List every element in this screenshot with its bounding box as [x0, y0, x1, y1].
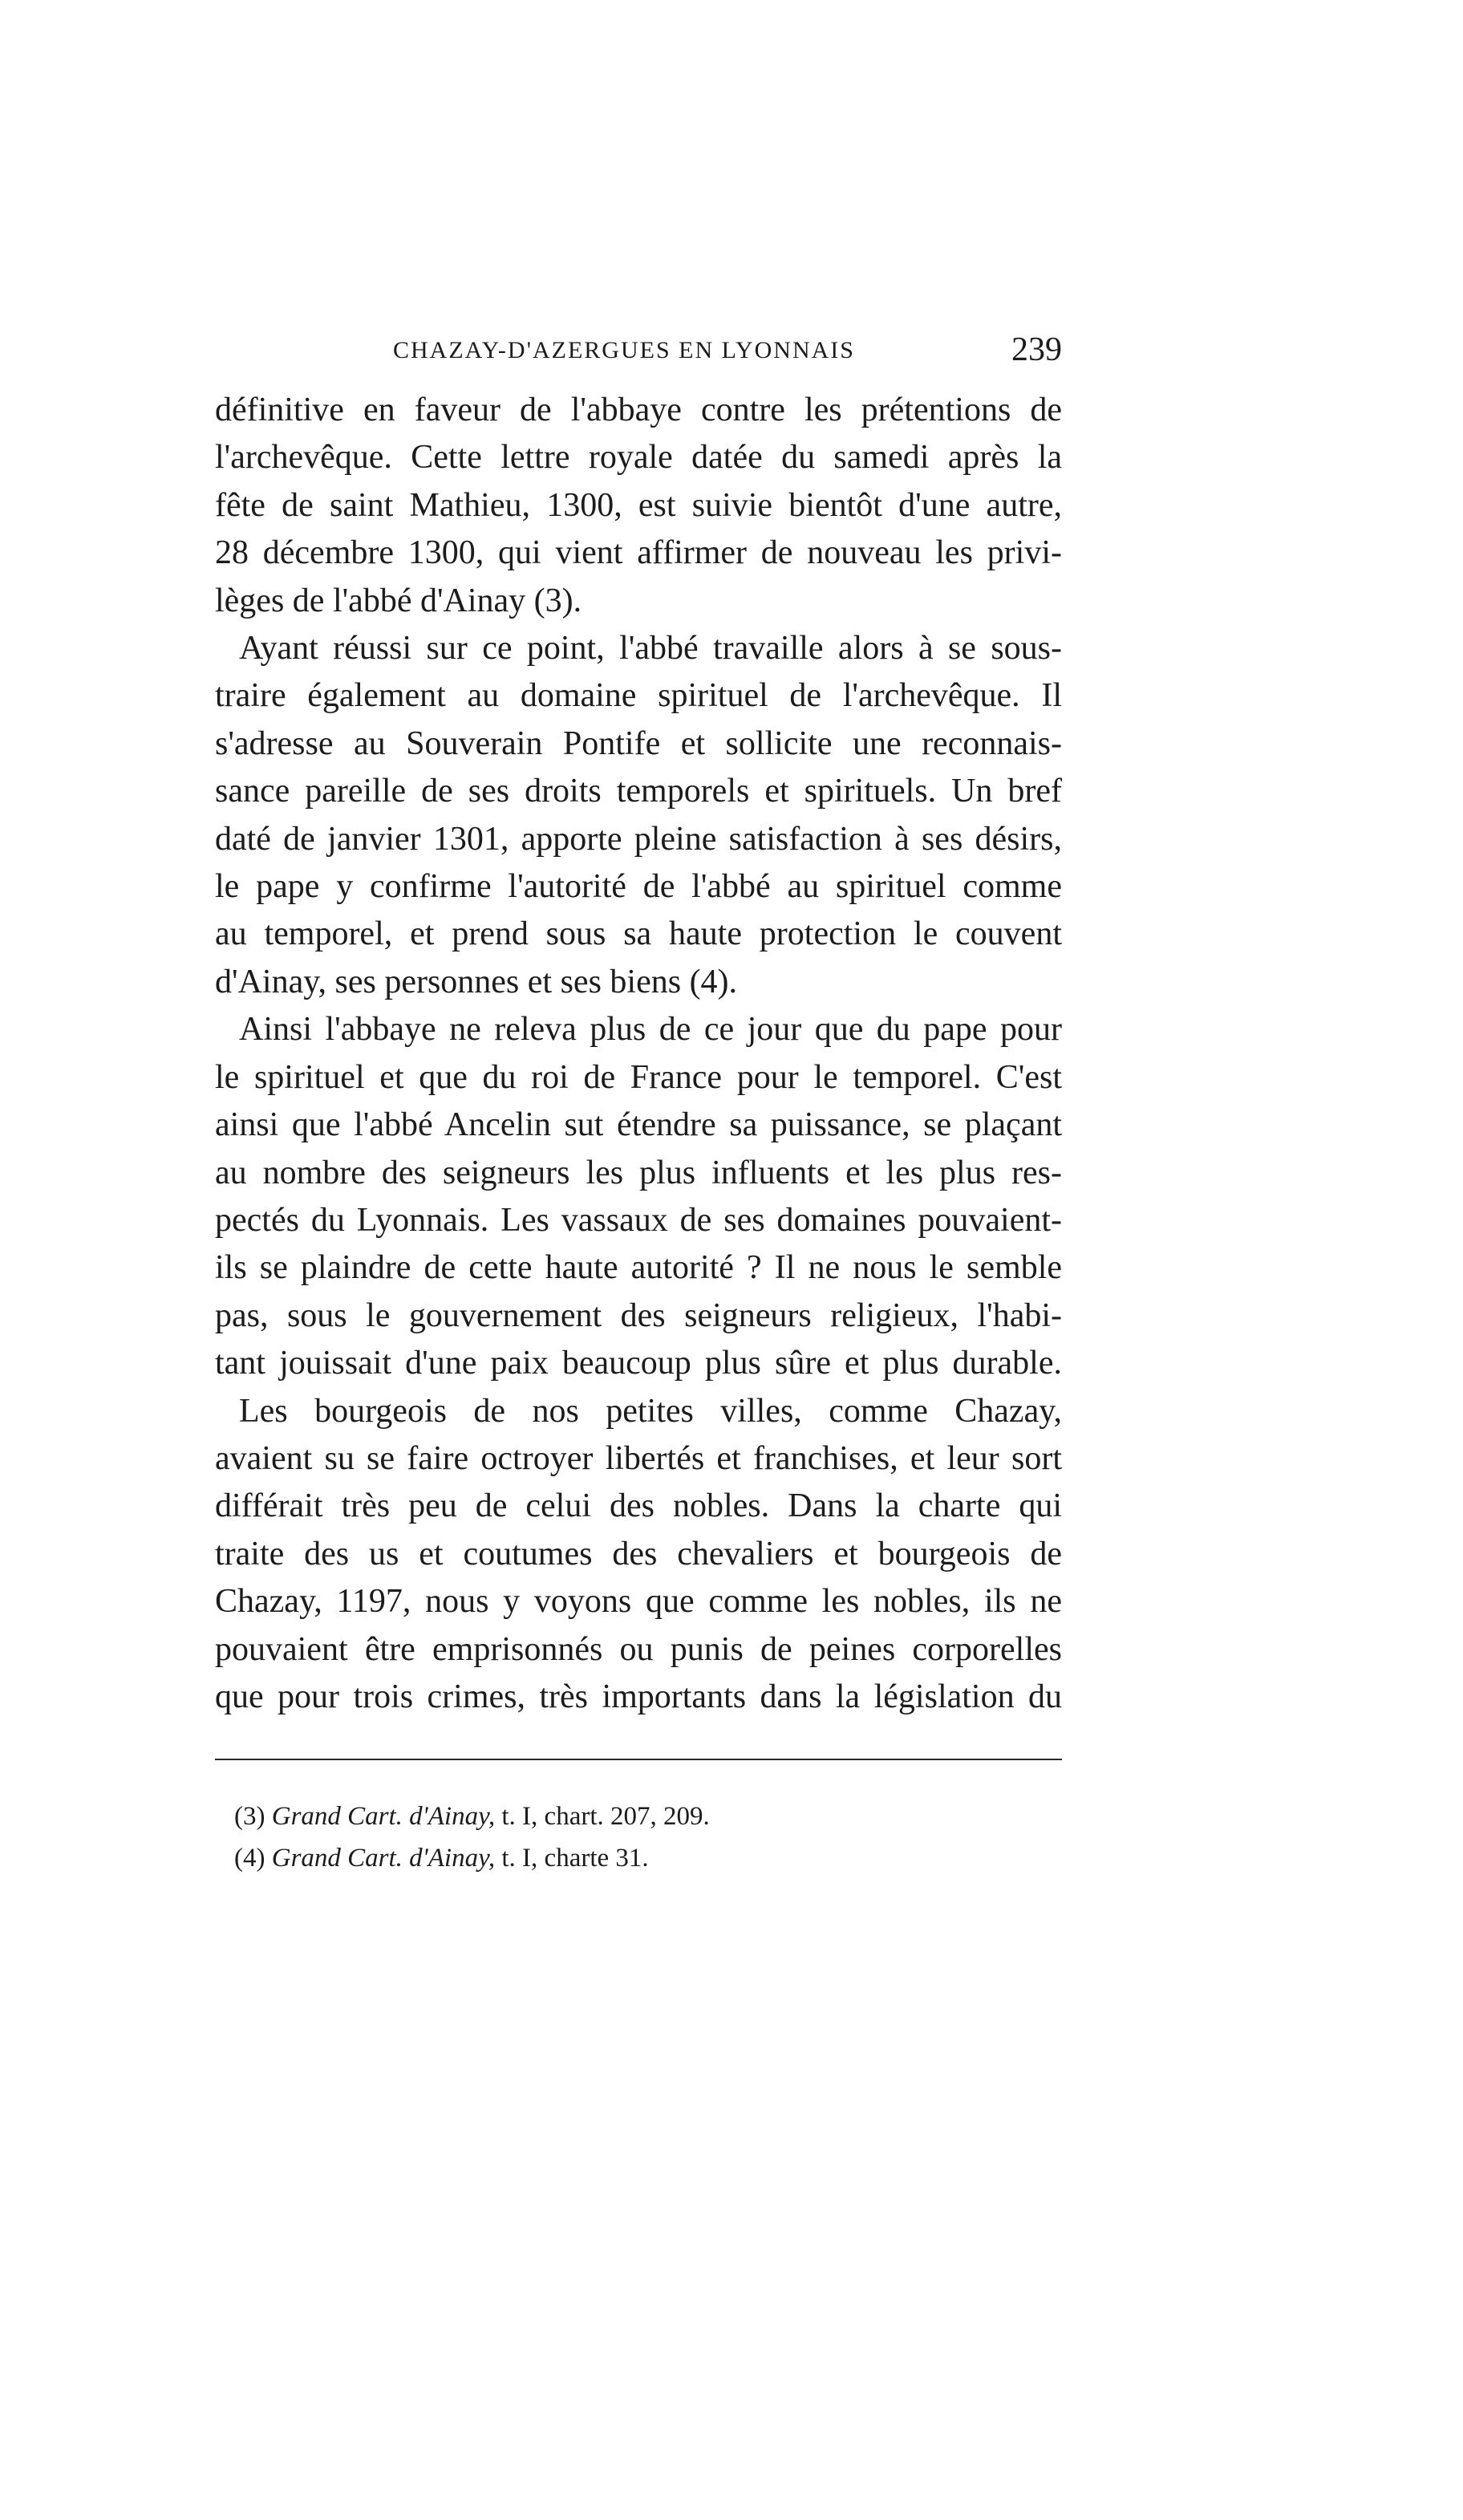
text-line: pectés du Lyonnais. Les vassaux de ses domaines pouvaient-	[215, 1201, 1062, 1239]
text-line: l'archevêque. Cette lettre royale datée du samedi après la	[215, 439, 1062, 477]
text-line: 28 décembre 1300, qui vient affirmer de nouveau les privi-	[215, 534, 1062, 572]
text-line: tant jouissait d'une paix beaucoup plus sûre et plus durable.	[215, 1345, 1062, 1382]
footnote-detail: t. I, charte 31.	[501, 1844, 649, 1873]
text-line: le spirituel et que du roi de France pour le temporel. C'est	[215, 1058, 1062, 1096]
text-line: définitive en faveur de l'abbaye contre les prétentions de	[215, 392, 1062, 428]
text-line: s'adresse au Souverain Pontife et sollicite une reconnais-	[215, 724, 1062, 762]
text-line: Ayant réussi sur ce point, l'abbé travaille alors à se sous-	[239, 630, 1062, 668]
page-header	[215, 331, 1062, 379]
page-number: 239	[1011, 331, 1062, 368]
footnotes	[234, 1796, 1036, 1879]
text-line: Chazay, 1197, nous y voyons que comme les nobles, ils ne	[215, 1583, 1062, 1621]
text-line: le pape y confirme l'autorité de l'abbé au spirituel comme	[215, 868, 1062, 906]
footnote-marker: (3)	[234, 1802, 265, 1831]
footnote-source: Grand Cart. d'Ainay,	[271, 1844, 496, 1873]
text-line: traite des us et coutumes des chevaliers et bourgeois de	[215, 1535, 1062, 1572]
paragraph-3	[215, 1006, 1062, 1387]
text-line: au nombre des seigneurs les plus influents et les plus res-	[215, 1154, 1062, 1191]
text-line: sance pareille de ses droits temporels et spirituels. Un bref	[215, 773, 1062, 810]
paragraph-2	[215, 625, 1062, 1006]
text-line: traire également au domaine spirituel de l'archevêque. Il	[215, 677, 1062, 715]
paragraph-4	[215, 1388, 1062, 1722]
footnote-3	[234, 1796, 1036, 1837]
text-line: pas, sous le gouvernement des seigneurs religieux, l'habi-	[215, 1297, 1062, 1334]
footnote-4	[234, 1837, 1036, 1879]
text-line: lèges de l'abbé d'Ainay (3).	[215, 582, 582, 619]
text-line: daté de janvier 1301, apporte pleine satisfaction à ses désirs,	[215, 820, 1062, 858]
text-line: d'Ainay, ses personnes et ses biens (4).	[215, 963, 738, 1000]
text-line: pouvaient être emprisonnés ou punis de peines corporelles	[215, 1630, 1062, 1668]
footnote-detail: t. I, chart. 207, 209.	[501, 1802, 710, 1831]
text-line: ainsi que l'abbé Ancelin sut étendre sa puissance, se plaçant	[215, 1106, 1062, 1144]
footnote-marker: (4)	[234, 1844, 265, 1873]
body-text	[215, 387, 1062, 1721]
text-line: Les bourgeois de nos petites villes, comme Chazay,	[239, 1392, 1062, 1430]
text-line: ils se plaindre de cette haute autorité ? Il ne nous le semble	[215, 1249, 1062, 1287]
text-line: au temporel, et prend sous sa haute protection le couvent	[215, 915, 1062, 953]
running-head: CHAZAY-D'AZERGUES EN LYONNAIS	[393, 337, 855, 363]
text-line: Ainsi l'abbaye ne releva plus de ce jour que du pape pour	[239, 1011, 1062, 1049]
footnote-rule	[215, 1759, 1062, 1760]
text-line: que pour trois crimes, très importants dans la législation du	[215, 1678, 1062, 1715]
text-line: différait très peu de celui des nobles. Dans la charte qui	[215, 1487, 1062, 1525]
footnote-source: Grand Cart. d'Ainay,	[271, 1802, 496, 1831]
text-line: fête de saint Mathieu, 1300, est suivie bientôt d'une autre,	[215, 486, 1062, 524]
paragraph-1	[215, 387, 1062, 625]
text-line: avaient su se faire octroyer libertés et franchises, et leur sort	[215, 1439, 1062, 1477]
